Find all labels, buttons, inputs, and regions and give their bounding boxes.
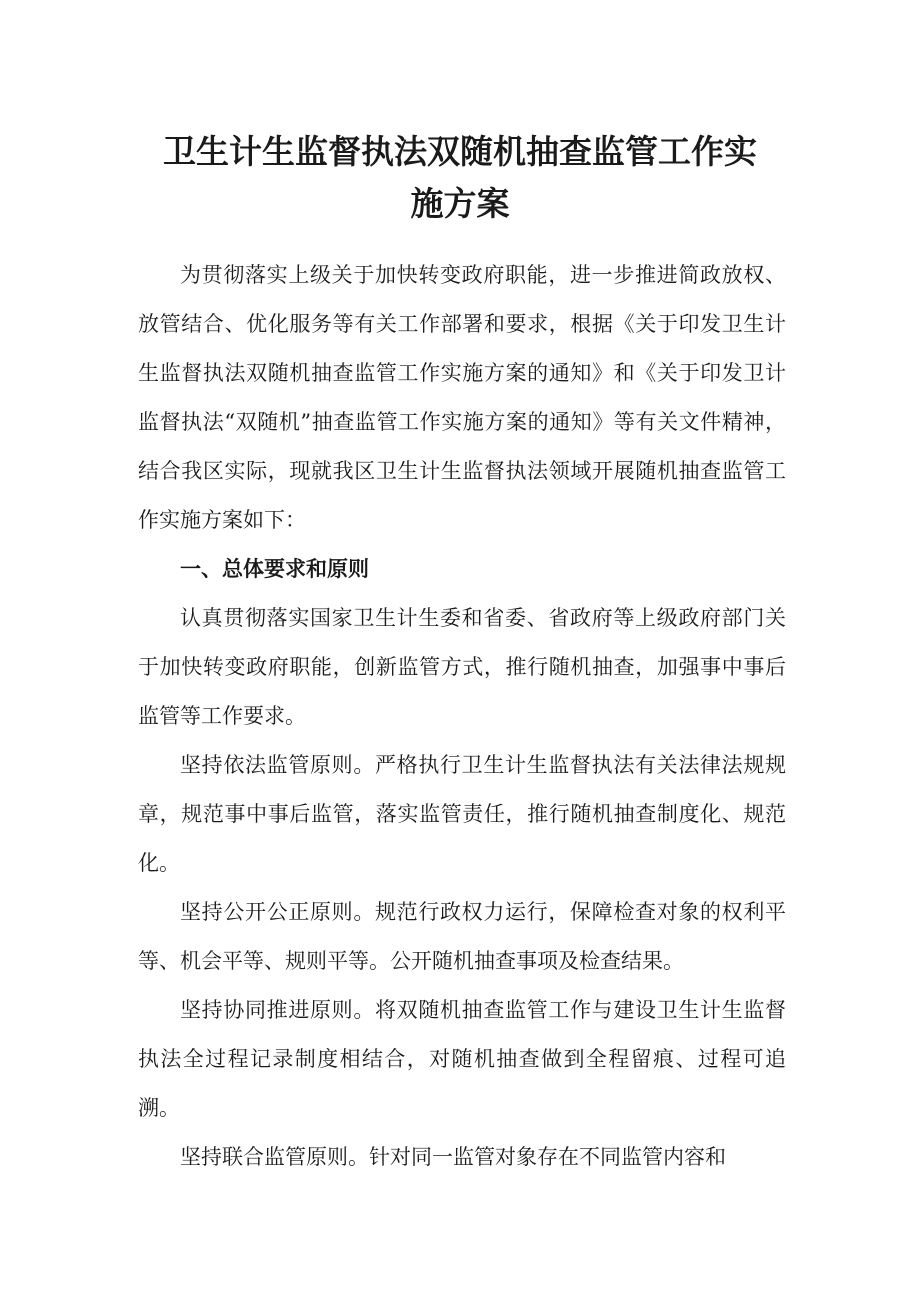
document-body xyxy=(138,251,786,1182)
section-heading: 一、总体要求和原则 xyxy=(180,557,369,581)
principle-paragraph-fairness: 坚持公开公正原则。规范行政权力运行，保障检查对象的权利平等、机会平等、规则平等。公开随机抽查事项及检查结果。 xyxy=(138,900,786,973)
body-paragraph: 认真贯彻落实国家卫生计生委和省委、省政府等上级政府部门关于加快转变政府职能，创新监管方式，推行随机抽查，加强事中事后监管等工作要求。 xyxy=(138,606,786,728)
document-title-line-1: 卫生计生监督执法双随机抽查监管工作实 xyxy=(163,132,757,171)
document-title-line-2: 施方案 xyxy=(410,184,510,223)
principle-paragraph-coordination: 坚持协同推进原则。将双随机抽查监管工作与建设卫生计生监督执法全过程记录制度相结合，对随机抽查做到全程留痕、过程可追溯。 xyxy=(138,998,786,1120)
principle-paragraph-legal: 坚持依法监管原则。严格执行卫生计生监督执法有关法律法规规章，规范事中事后监管，落实监管责任，推行随机抽查制度化、规范化。 xyxy=(138,753,786,875)
principle-paragraph-joint: 坚持联合监管原则。针对同一监管对象存在不同监管内容和 xyxy=(180,1145,726,1169)
intro-paragraph: 为贯彻落实上级关于加快转变政府职能，进一步推进简政放权、放管结合、优化服务等有关工作部署和要求，根据《关于印发卫生计生监督执法双随机抽查监管工作实施方案的通知》和《关于印发卫计监督执法“双随机”抽查监管工作实施方案的通知》等有关文件精神，结合我区实际，现就我区卫生计生监督执法领域开展随机抽查监管工作实施方案如下： xyxy=(138,263,786,532)
